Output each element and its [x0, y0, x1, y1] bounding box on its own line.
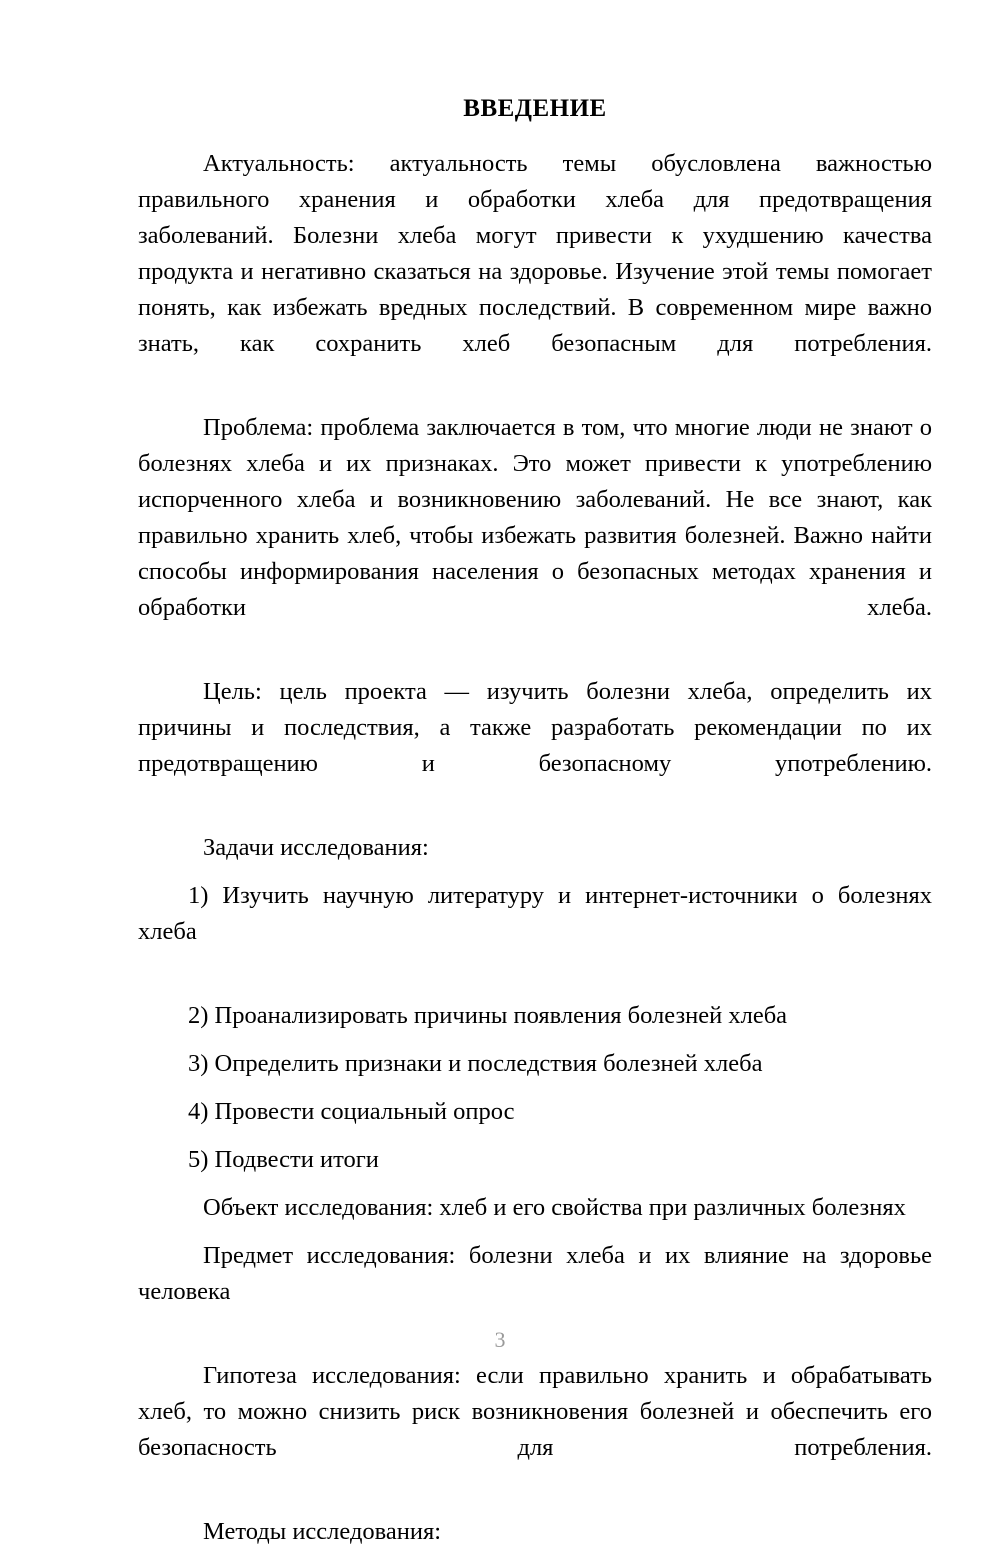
task-item-3: 3) Определить признаки и последствия болезней хлеба — [188, 1050, 763, 1077]
page-title: ВВЕДЕНИЕ — [463, 95, 607, 122]
page-number: 3 — [494, 1327, 506, 1352]
methods-label: Методы исследования: — [203, 1518, 442, 1545]
paragraph-relevance: Актуальность: актуальность темы обусловлена важностью правильного хранения и обработки хлеба для предотвращения заболеваний. Болезни хлеба могут привести к ухудшению качества продукта и негативно сказаться на здоровье. Изучение этой темы помогает понять, как избежать вредных последствий. В современном мире важно знать, как сохранить хлеб безопасным для потребления. — [138, 150, 932, 357]
task-item-1: 1) Изучить научную литературу и интернет-источники о болезнях хлеба — [138, 882, 932, 945]
paragraph-hypothesis: Гипотеза исследования: если правильно хранить и обрабатывать хлеб, то можно снизить риск возникновения болезней и обеспечить его безопасность для потребления. — [138, 1362, 932, 1461]
task-item-4: 4) Провести социальный опрос — [188, 1098, 515, 1125]
paragraph-subject: Предмет исследования: болезни хлеба и их влияние на здоровье человека — [138, 1242, 932, 1305]
tasks-label: Задачи исследования: — [203, 834, 429, 861]
task-item-5: 5) Подвести итоги — [188, 1146, 379, 1173]
paragraph-object: Объект исследования: хлеб и его свойства при различных болезнях — [203, 1194, 906, 1221]
paragraph-goal: Цель: цель проекта — изучить болезни хлеба, определить их причины и последствия, а также разработать рекомендации по их предотвращению и безопасному употреблению. — [138, 678, 932, 777]
paragraph-problem: Проблема: проблема заключается в том, что многие люди не знают о болезнях хлеба и их признаках. Это может привести к употреблению испорченного хлеба и возникновению заболеваний. Не все знают, как правильно хранить хлеб, чтобы избежать развития болезней. Важно найти способы информирования населения о безопасных методах хранения и обработки хлеба. — [138, 414, 932, 621]
task-item-2: 2) Проанализировать причины появления болезней хлеба — [188, 1002, 788, 1029]
